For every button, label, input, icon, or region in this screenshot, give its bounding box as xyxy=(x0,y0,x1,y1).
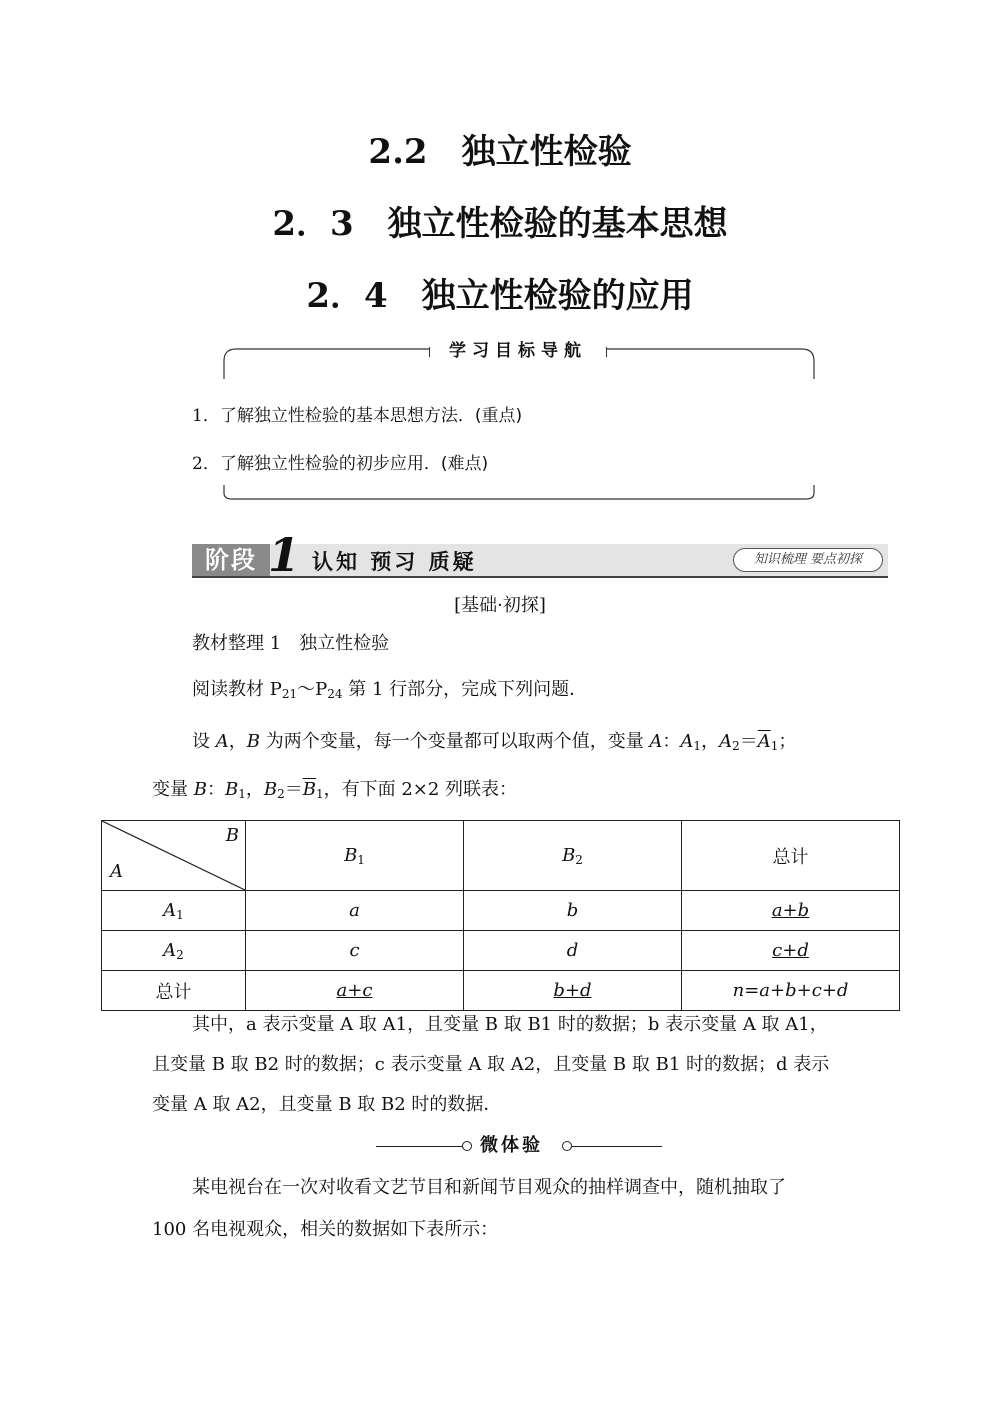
sub: 2 xyxy=(277,787,285,801)
reading-mid: ～P xyxy=(297,679,328,700)
colon: ： xyxy=(206,779,225,800)
var-a2: A xyxy=(719,731,733,752)
row-label-total: 总计 xyxy=(102,971,246,1011)
goal-tag: (难点) xyxy=(440,454,489,474)
stage-number: 1 xyxy=(268,528,301,582)
cell: a xyxy=(246,891,464,931)
table-header-row xyxy=(102,821,900,891)
var-b1: B xyxy=(224,779,239,800)
divider-circle-left xyxy=(462,1141,472,1151)
var-b2: B xyxy=(263,779,278,800)
cell: c+d xyxy=(682,931,900,971)
sub: 1 xyxy=(238,787,246,801)
cell: n=a+b+c+d xyxy=(682,971,900,1011)
corner-cell xyxy=(102,821,246,891)
cell: a+b xyxy=(682,891,900,931)
divider-circle-right xyxy=(562,1141,572,1151)
title-2-4: 2．4 独立性检验的应用 xyxy=(306,276,694,316)
header-b2: $B_2$ xyxy=(464,821,682,891)
goal-text: 2．了解独立性检验的初步应用． xyxy=(192,454,441,474)
var-b: B xyxy=(246,731,260,752)
micro-label: 微体验 xyxy=(480,1135,543,1156)
stage-title: 认知 预习 质疑 xyxy=(312,550,477,574)
colon: ： xyxy=(662,731,681,752)
var-a-bar: $\overline{A}$ xyxy=(757,731,771,752)
var-b: B xyxy=(193,779,207,800)
cell: b+d xyxy=(464,971,682,1011)
row-label-a2: $A_2$ xyxy=(102,931,246,971)
intro-text: 变量 xyxy=(152,779,194,800)
comma: ， xyxy=(245,779,264,800)
goal-item-2 xyxy=(192,449,488,474)
title-2-2: 2.2 独立性检验 xyxy=(368,132,632,172)
var-a: A xyxy=(649,731,663,752)
micro-line-1: 某电视台在一次对收看文艺节目和新闻节目观众的抽样调查中，随机抽取了 xyxy=(192,1177,786,1198)
table-row xyxy=(102,891,900,931)
cell: a+c xyxy=(246,971,464,1011)
sub: 2 xyxy=(732,739,740,753)
goal-item-1 xyxy=(192,401,522,426)
var-b-bar: $\overline{B}$ xyxy=(302,779,316,800)
diagonal-line xyxy=(102,821,245,890)
cell: c xyxy=(246,931,464,971)
equals: ＝ xyxy=(739,731,758,752)
corner-label-a: A xyxy=(110,861,123,882)
row-label-a1: $A_1$ xyxy=(102,891,246,931)
reading-suffix: 第 1 行部分，完成下列问题． xyxy=(342,679,588,700)
comma: ， xyxy=(228,731,247,752)
intro-line-2 xyxy=(152,778,517,802)
divider-left xyxy=(376,1146,464,1147)
comma: ， xyxy=(701,731,720,752)
sub: 1 xyxy=(693,739,702,753)
intro-text: ，有下面 2×2 列联表： xyxy=(323,779,518,800)
stage-prefix: 阶段 xyxy=(192,544,270,576)
stage-tag: 知识梳理 要点初探 xyxy=(733,548,883,572)
var-a: A xyxy=(215,731,229,752)
explanation-line-1: 其中，a 表示变量 A 取 A1，且变量 B 取 B1 时的数据；b 表示变量 A 取 A1， xyxy=(192,1014,828,1035)
corner-label-b: B xyxy=(225,825,239,846)
intro-line-1 xyxy=(192,730,796,754)
cell: d xyxy=(464,931,682,971)
reading-page-end: 24 xyxy=(327,687,343,701)
intro-text: 为两个变量，每一个变量都可以取两个值，变量 xyxy=(259,731,650,752)
goal-tag: (重点) xyxy=(474,406,523,426)
material-heading: 教材整理 1 独立性检验 xyxy=(192,633,390,654)
semicolon: ； xyxy=(778,731,797,752)
nav-label: 学习目标导航 xyxy=(430,336,606,361)
explanation-line-2: 且变量 B 取 B2 时的数据；c 表示变量 A 取 A2，且变量 B 取 B1 时的数据；d 表示 xyxy=(152,1054,830,1075)
sub: 1 xyxy=(770,739,779,753)
header-total: 总计 xyxy=(682,821,900,891)
explanation-line-3: 变量 A 取 A2，且变量 B 取 B2 时的数据． xyxy=(152,1094,502,1115)
reading-instruction xyxy=(192,678,587,702)
reading-prefix: 阅读教材 P xyxy=(192,679,282,700)
intro-text: 设 xyxy=(192,731,216,752)
sub: 1 xyxy=(315,787,324,801)
table-row xyxy=(102,971,900,1011)
reading-page-start: 21 xyxy=(281,687,298,701)
divider-right xyxy=(572,1146,662,1147)
table-row xyxy=(102,931,900,971)
contingency-table xyxy=(101,820,900,1011)
goal-text: 1．了解独立性检验的基本思想方法． xyxy=(192,406,475,426)
title-2-3: 2．3 独立性检验的基本思想 xyxy=(272,204,728,244)
micro-line-2: 100 名电视观众，相关的数据如下表所示： xyxy=(152,1219,499,1240)
section-label: [基础·初探] xyxy=(454,595,546,616)
cell: b xyxy=(464,891,682,931)
header-b1: $B_1$ xyxy=(246,821,464,891)
equals: ＝ xyxy=(284,779,303,800)
var-a1: A xyxy=(680,731,694,752)
